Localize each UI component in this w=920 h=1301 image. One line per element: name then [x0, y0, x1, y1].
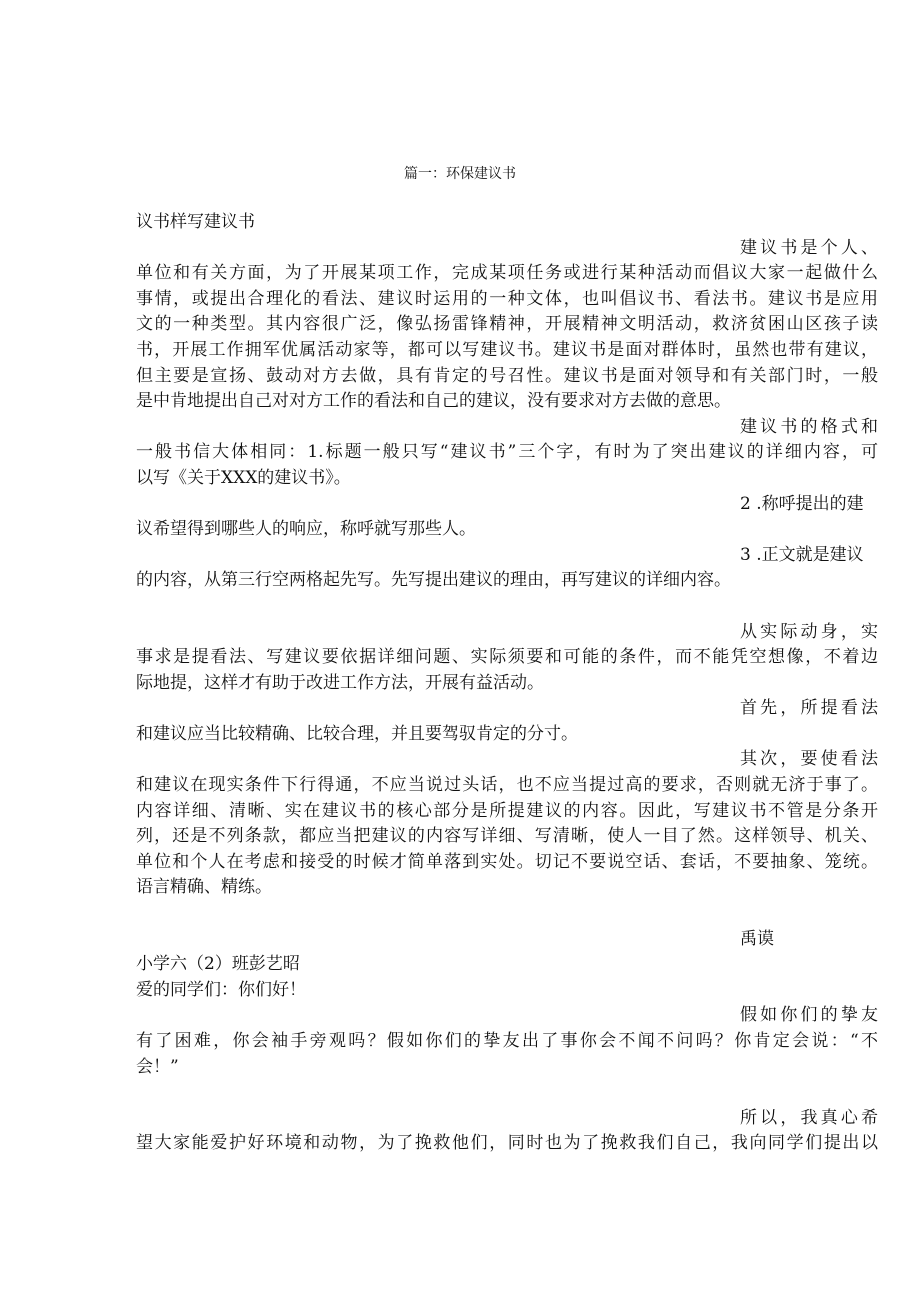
text-line: 和建议在现实条件下行得通，不应当说过头话，也不应当提过高的要求，否则就无济于事了。 — [136, 775, 878, 796]
text-line: 列，还是不列条款，都应当把建议的内容写详细、写清晰，使人一目了然。这样领导、机关、 — [136, 826, 878, 847]
paragraph-lead: 3 .正文就是建议 — [740, 544, 864, 565]
text-line: 单位和有关方面，为了开展某项工作，完成某项任务或进行某种活动而倡议大家一起做什么 — [136, 263, 878, 284]
text-line: 有了困难，你会袖手旁观吗？假如你们的挚友出了事你会不闻不问吗？你肯定会说：“不 — [136, 1031, 878, 1051]
text-line: 书，开展工作拥军优属活动家等，都可以写建议书。建议书是面对群体时，虽然也带有建议， — [136, 339, 878, 360]
text-line: 议书样写建议书 — [136, 212, 255, 232]
blank-line — [136, 1080, 878, 1106]
text-line: 文的一种类型。其内容很广泛，像弘扬雷锋精神，开展精神文明活动，救济贫困山区孩子读 — [136, 314, 878, 335]
salutation: 爱的同学们：你们好！ — [136, 979, 306, 1000]
text-line: 议希望得到哪些人的响应，称呼就写那些人。 — [136, 519, 476, 540]
paragraph-lead: 2 .称呼提出的建 — [740, 493, 864, 514]
paragraph-lead: 首先，所提看法 — [740, 698, 878, 719]
document-body — [136, 210, 878, 1157]
author-school: 禹谟 — [740, 928, 774, 949]
text-line: 望大家能爱护好环境和动物，为了挽救他们，同时也为了挽救我们自己，我向同学们提出以 — [136, 1133, 878, 1154]
paragraph-lead: 建议书是个人、 — [740, 237, 878, 258]
text-line: 的内容，从第三行空两格起先写。先写提出建议的理由，再写建议的详细内容。 — [136, 570, 731, 591]
document-title: 篇一：环保建议书 — [404, 166, 516, 182]
paragraph-lead: 其次，要使看法 — [740, 749, 878, 770]
author-name: 小学六（2）班彭艺昭 — [136, 954, 300, 975]
blank-line — [136, 901, 878, 927]
text-line: 但主要是宣扬、鼓动对方去做，具有肯定的号召性。建议书是面对领导和有关部门时，一般 — [136, 365, 878, 386]
paragraph-lead: 从实际动身，实 — [740, 621, 878, 642]
paragraph-lead: 假如你们的挚友 — [740, 1005, 878, 1026]
text-line: 一般书信大体相同：1.标题一般只写“建议书”三个字，有时为了突出建议的详细内容，可 — [136, 442, 878, 463]
text-line: 和建议应当比较精确、比较合理，并且要驾驭肯定的分寸。 — [136, 723, 578, 744]
text-line: 内容详细、清晰、实在建议书的核心部分是所提建议的内容。因此，写建议书不管是分条开 — [136, 800, 878, 821]
blank-line — [136, 594, 878, 620]
text-line: 际地提，这样才有助于改进工作方法，开展有益活动。 — [136, 672, 544, 693]
paragraph-lead: 所以，我真心希 — [740, 1107, 878, 1128]
text-line: 会！” — [136, 1056, 179, 1077]
paragraph-lead: 建议书的格式和 — [740, 416, 878, 437]
text-line: 是中肯地提出自己对对方工作的看法和自己的建议，没有要求对方去做的意思。 — [136, 391, 731, 412]
text-line: 语言精确、精练。 — [136, 877, 272, 898]
text-line: 事求是提看法、写建议要依据详细问题、实际须要和可能的条件，而不能凭空想像，不着边 — [136, 647, 878, 668]
text-line: 事情，或提出合理化的看法、建议时运用的一种文体，也叫倡议书、看法书。建议书是应用 — [136, 288, 878, 309]
text-line: 以写《关于XXX的建议书》。 — [136, 467, 351, 488]
text-line: 单位和个人在考虑和接受的时候才简单落到实处。切记不要说空话、套话，不要抽象、笼统。 — [136, 851, 878, 872]
